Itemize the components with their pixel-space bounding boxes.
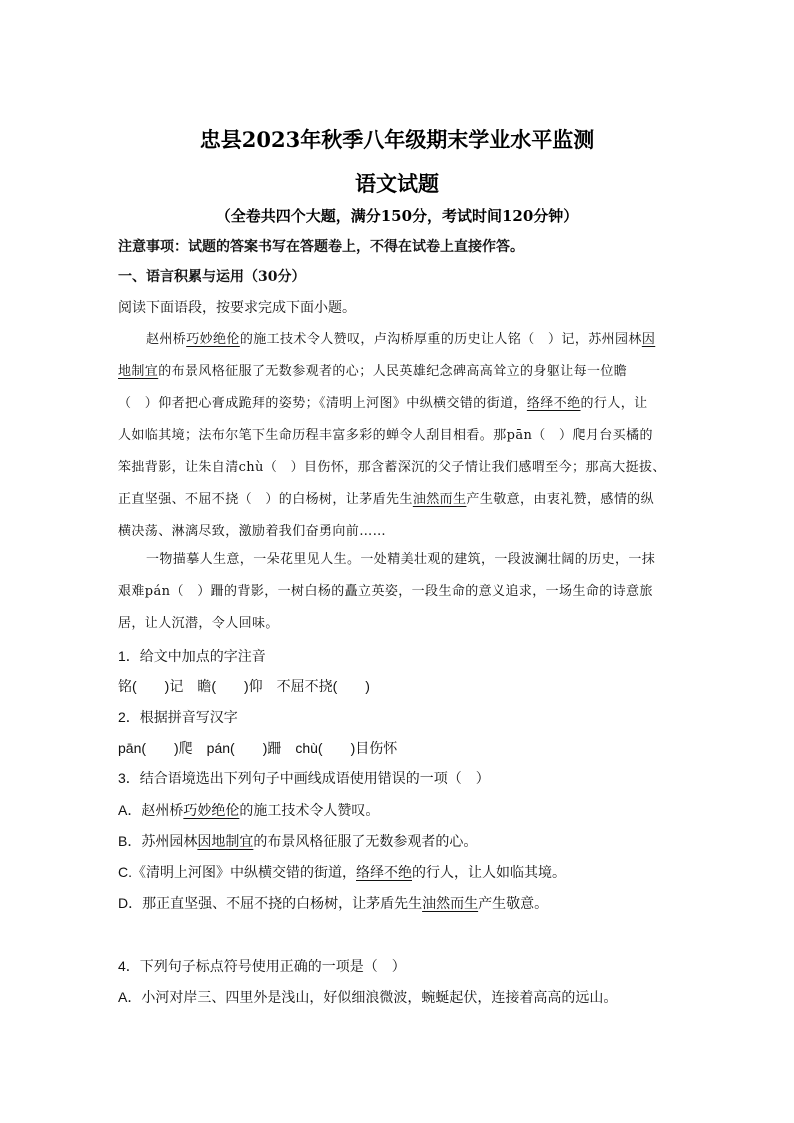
question-3-option-d xyxy=(118,893,688,913)
question-3-option-c xyxy=(118,862,688,882)
exam-info: （全卷共四个大题，满分150分，考试时间120分钟） xyxy=(215,207,579,225)
underlined-idiom: 因地制宜 xyxy=(197,833,254,849)
text: 产生敬意。 xyxy=(478,895,549,911)
passage-line: 横决荡、淋漓尽致，激励着我们奋勇向前…… xyxy=(118,524,387,539)
text: 的布景风格征服了无数参观者的心。 xyxy=(253,833,478,849)
question-1: 1．给文中加点的字注音 xyxy=(118,648,266,664)
text: 的布景风格征服了无数参观者的心；人民英雄纪念碑高高耸立的身躯让每一位瞻 xyxy=(158,364,628,379)
text: B．苏州园林 xyxy=(118,833,198,849)
text: 赵州桥 xyxy=(146,332,187,347)
question-1-answers: 铭( )记 瞻( )仰 不屈不挠( ) xyxy=(118,678,370,694)
text: 的行人，让人如临其境。 xyxy=(412,864,566,880)
text: D．那正直坚强、不屈不挠的白杨树，让茅盾先生 xyxy=(118,895,423,911)
underlined-idiom: 油然而生 xyxy=(412,492,467,507)
text: 正直坚强、不屈不挠（ ）的白杨树，让茅盾先生 xyxy=(118,492,413,507)
question-2-answers: pān( )爬 pán( )跚 chù( )目伤怀 xyxy=(118,740,398,756)
exam-title: 忠县2023年秋季八年级期末学业水平监测 xyxy=(199,127,595,152)
passage-line xyxy=(118,490,688,510)
text: 产生敬意，由衷礼赞，感情的纵 xyxy=(466,492,655,507)
underlined-idiom: 络绎不绝 xyxy=(356,864,412,880)
notice: 注意事项：试题的答案书写在答题卷上，不得在试卷上直接作答。 xyxy=(118,239,524,255)
underlined-idiom: 络绎不绝 xyxy=(526,396,581,411)
text: A．赵州桥 xyxy=(118,802,184,818)
text: 的施工技术令人赞叹，卢沟桥厚重的历史让人铭（ ）记，苏州园林 xyxy=(239,332,642,347)
question-4: 4．下列句子标点符号使用正确的一项是（ ） xyxy=(118,958,406,974)
underlined-idiom: 巧妙绝伦 xyxy=(183,802,240,818)
passage-line: 艰难pán（ ）跚的背影，一树白杨的矗立英姿，一段生命的意义追求，一场生命的诗意旅 xyxy=(118,584,653,599)
question-3-option-a xyxy=(118,800,688,820)
passage-line: 一物描摹人生意，一朵花里见人生。一处精美壮观的建筑，一段波澜壮阔的历史，一抹 xyxy=(146,552,656,567)
passage-line: 居，让人沉潜，令人回味。 xyxy=(118,616,279,631)
underlined-idiom: 地制宜 xyxy=(118,364,159,379)
passage-line xyxy=(118,362,688,382)
question-3-option-b xyxy=(118,831,688,851)
underlined-idiom: 因 xyxy=(641,332,656,347)
text: 的行人，让 xyxy=(580,396,648,411)
question-3: 3．结合语境选出下列句子中画线成语使用错误的一项（ ） xyxy=(118,770,490,786)
passage-line xyxy=(146,330,716,350)
question-4-option-a: A．小河对岸三、四里外是浅山，好似细浪微波，蜿蜒起伏，连接着高高的远山。 xyxy=(118,989,618,1005)
passage-line xyxy=(118,394,688,414)
section-heading: 一、语言积累与运用（30分） xyxy=(118,269,306,285)
question-2: 2．根据拼音写汉字 xyxy=(118,709,238,725)
text: C.《清明上河图》中纵横交错的街道， xyxy=(118,864,356,880)
text: 的施工技术令人赞叹。 xyxy=(239,802,380,818)
underlined-idiom: 巧妙绝伦 xyxy=(186,332,240,347)
text: （ ）仰者把心膏成跪拜的姿势；《清明上河图》中纵横交错的街道， xyxy=(118,396,527,411)
passage-line: 人如临其境；法布尔笔下生命历程丰富多彩的蝉令人刮目相看。那pān（ ）爬月台买橘的 xyxy=(118,428,653,443)
passage-line: 笨拙背影，让朱自清chù（ ）目伤怀，那含蓄深沉的父子情让我们感喟至今；那高大挺拔、 xyxy=(118,460,666,475)
exam-subtitle: 语文试题 xyxy=(355,171,439,196)
underlined-idiom: 油然而生 xyxy=(422,895,479,911)
section-instruction: 阅读下面语段，按要求完成下面小题。 xyxy=(118,300,356,316)
